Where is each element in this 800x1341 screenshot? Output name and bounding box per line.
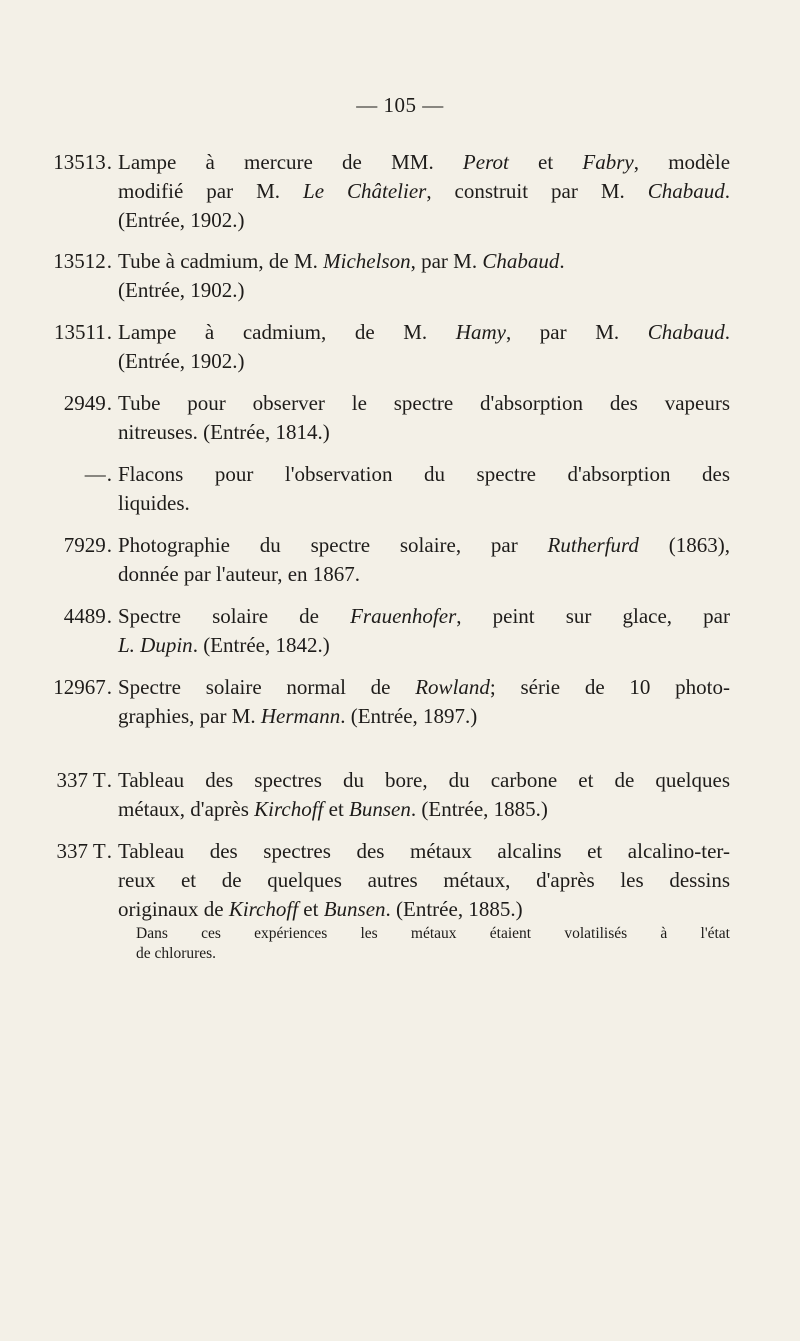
entry-number: —. — [84, 462, 112, 486]
entry-text: Lampe à mercure de MM. Perot et Fabry, modèle modifié par M. Le Châtelier, construit par M. Chabaud. (Entrée, 1902.) — [118, 150, 731, 232]
entry-text: Flacons pour l'observation du spectre d'absorption des liquides. — [118, 462, 730, 515]
entry-number: 12967. — [53, 675, 112, 699]
entry-text: Lampe à cadmium, de M. Hamy, par M. Chabaud. (Entrée, 1902.) — [118, 320, 730, 373]
entry-number: 13511. — [54, 320, 112, 344]
entry-note: Dans ces expériences les métaux étaient volatilisés à l'état de chlorures. — [136, 925, 730, 962]
page-number: — 105 — — [356, 93, 444, 117]
entry-text: Tableau des spectres du bore, du carbone et de quelques métaux, d'après Kirchoff et Bunsen. (Entrée, 1885.) — [118, 768, 730, 821]
entry-number: 13513. — [53, 150, 112, 174]
entry-number: 2949. — [63, 391, 112, 415]
entry-text: Tube à cadmium, de M. Michelson, par M. Chabaud. (Entrée, 1902.) — [118, 249, 565, 302]
entry-text: Tableau des spectres des métaux alcalins et alcalino-ter- reux et de quelques autres métaux, d'après les dessins originaux de Kirchoff et Bunsen. (Entrée, 1885.) Dans ces expériences les métaux étaient volatilisés à l'état de chlorures. — [118, 839, 730, 962]
entry-number: 337 T. — [56, 839, 112, 863]
entry-text: Tube pour observer le spectre d'absorption des vapeurs nitreuses. (Entrée, 1814.) — [118, 391, 730, 444]
entry-number: 13512. — [53, 249, 112, 273]
entry-text: Spectre solaire normal de Rowland; série de 10 photo- graphies, par M. Hermann. (Entrée, 1897.) — [118, 675, 731, 728]
entry-text: Photographie du spectre solaire, par Rutherfurd (1863), donnée par l'auteur, en 1867. — [118, 533, 730, 586]
entry-text: Spectre solaire de Frauenhofer, peint sur glace, par L. Dupin. (Entrée, 1842.) — [118, 604, 730, 657]
entry-number: 337 T. — [56, 768, 112, 792]
entry-number: 7929. — [63, 533, 112, 557]
entry-number: 4489. — [63, 604, 112, 628]
